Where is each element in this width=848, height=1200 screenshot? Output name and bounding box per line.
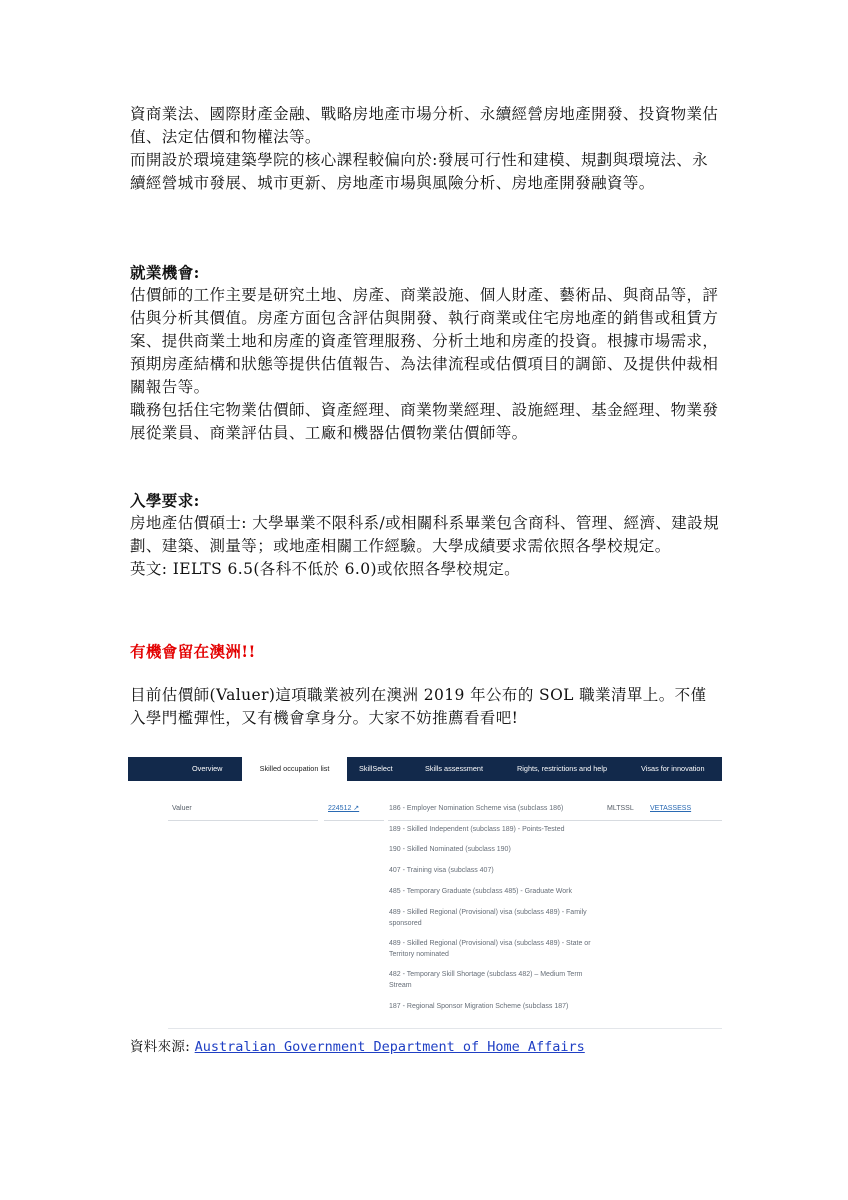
occupation-table [128,781,722,1031]
tab-visas-for-innovation[interactable]: Visas for innovation [641,764,705,773]
admission-paragraph-2: 英文: IELTS 6.5(各科不低於 6.0)或依照各學校規定。 [130,560,521,578]
intro-section [130,103,722,195]
header-underline [324,820,384,821]
highlight-body [130,684,722,730]
admission-heading: 入學要求: [130,491,200,510]
tab-rights-restrictions-help[interactable]: Rights, restrictions and help [517,764,608,773]
careers-section [130,261,722,445]
source-line [130,1037,585,1057]
tab-skilled-occupation-list[interactable]: Skilled occupation list [242,757,347,781]
careers-paragraph-1: 估價師的工作主要是研究土地、房產、商業設施、個人財產、藝術品、與商品等，評估與分析其價值。房產方面包含評估與開發、執行商業或住宅房地產的銷售或租賃方案、提供商業土地和房產的資產管理服務、分析土地和房產的投資。根據市場需求，預期房產結構和狀態等提供估值報告、為法律流程或估價項目的調節、及提供仲裁相關報告等。 [130,286,719,396]
intro-paragraph-1: 資商業法、國際財產金融、戰略房地產市場分析、永續經營房地產開發、投資物業估值、法定估價和物權法等。 [130,105,719,146]
visa-item: 485 - Temporary Graduate (subclass 485) - Graduate Work [389,888,572,895]
careers-paragraph-2: 職務包括住宅物業估價師、資產經理、商業物業經理、設施經理、基金經理、物業發展從業員、商業評估員、工廠和機器估價物業估價師等。 [130,401,719,442]
assessing-authority-link[interactable]: VETASSESS [650,805,692,812]
admission-paragraph-1: 房地產估價碩士: 大學畢業不限科系/或相關科系畢業包含商科、管理、經濟、建設規劃、建築、測量等；或地產相關工作經驗。大學成績要求需依照各學校規定。 [130,514,719,555]
skilled-occupation-screenshot [128,757,722,1031]
highlight-section [130,640,722,663]
highlight-heading: 有機會留在澳洲!! [130,642,256,661]
visa-item: 189 - Skilled Independent (subclass 189) - Points-Tested [389,826,565,833]
header-underline [606,820,722,821]
tab-skills-assessment[interactable]: Skills assessment [425,764,483,773]
visa-item: 407 - Training visa (subclass 407) [389,867,494,874]
intro-paragraph-2: 而開設於環境建築學院的核心課程較偏向於:發展可行性和建模、規劃與環境法、永續經營城市發展、城市更新、房地產市場與風險分析、房地產開發融資等。 [130,151,709,192]
highlight-paragraph: 目前估價師(Valuer)這項職業被列在澳洲 2019 年公布的 SOL 職業清單上。不僅入學門檻彈性，又有機會拿身分。大家不妨推薦看看吧! [130,686,707,727]
header-underline [168,820,318,821]
occupation-name: Valuer [172,805,192,812]
row-divider [168,1028,722,1029]
header-underline [388,820,606,821]
visa-item: 482 - Temporary Skill Shortage (subclass 482) – Medium Term Stream [389,971,583,989]
careers-heading: 就業機會: [130,263,200,282]
tab-skillselect[interactable]: SkillSelect [359,764,393,773]
source-link[interactable]: Australian Government Department of Home Affairs [194,1039,585,1055]
visa-item: 187 - Regional Sponsor Migration Scheme (subclass 187) [389,1003,569,1010]
visa-item: 186 - Employer Nomination Scheme visa (subclass 186) [389,805,564,812]
admission-section [130,489,722,581]
list-type: MLTSSL [607,805,634,812]
visa-item: 190 - Skilled Nominated (subclass 190) [389,846,511,853]
source-label: 資料來源: [130,1039,195,1055]
anzsco-code-link[interactable]: 224512 ↗ [328,805,360,812]
tab-overview[interactable]: Overview [192,764,223,773]
visa-item: 489 - Skilled Regional (Provisional) visa (subclass 489) - Family sponsored [389,909,587,927]
nav-tabs [128,757,722,781]
visa-item: 489 - Skilled Regional (Provisional) visa (subclass 489) - State or Territory nominated [389,940,591,958]
